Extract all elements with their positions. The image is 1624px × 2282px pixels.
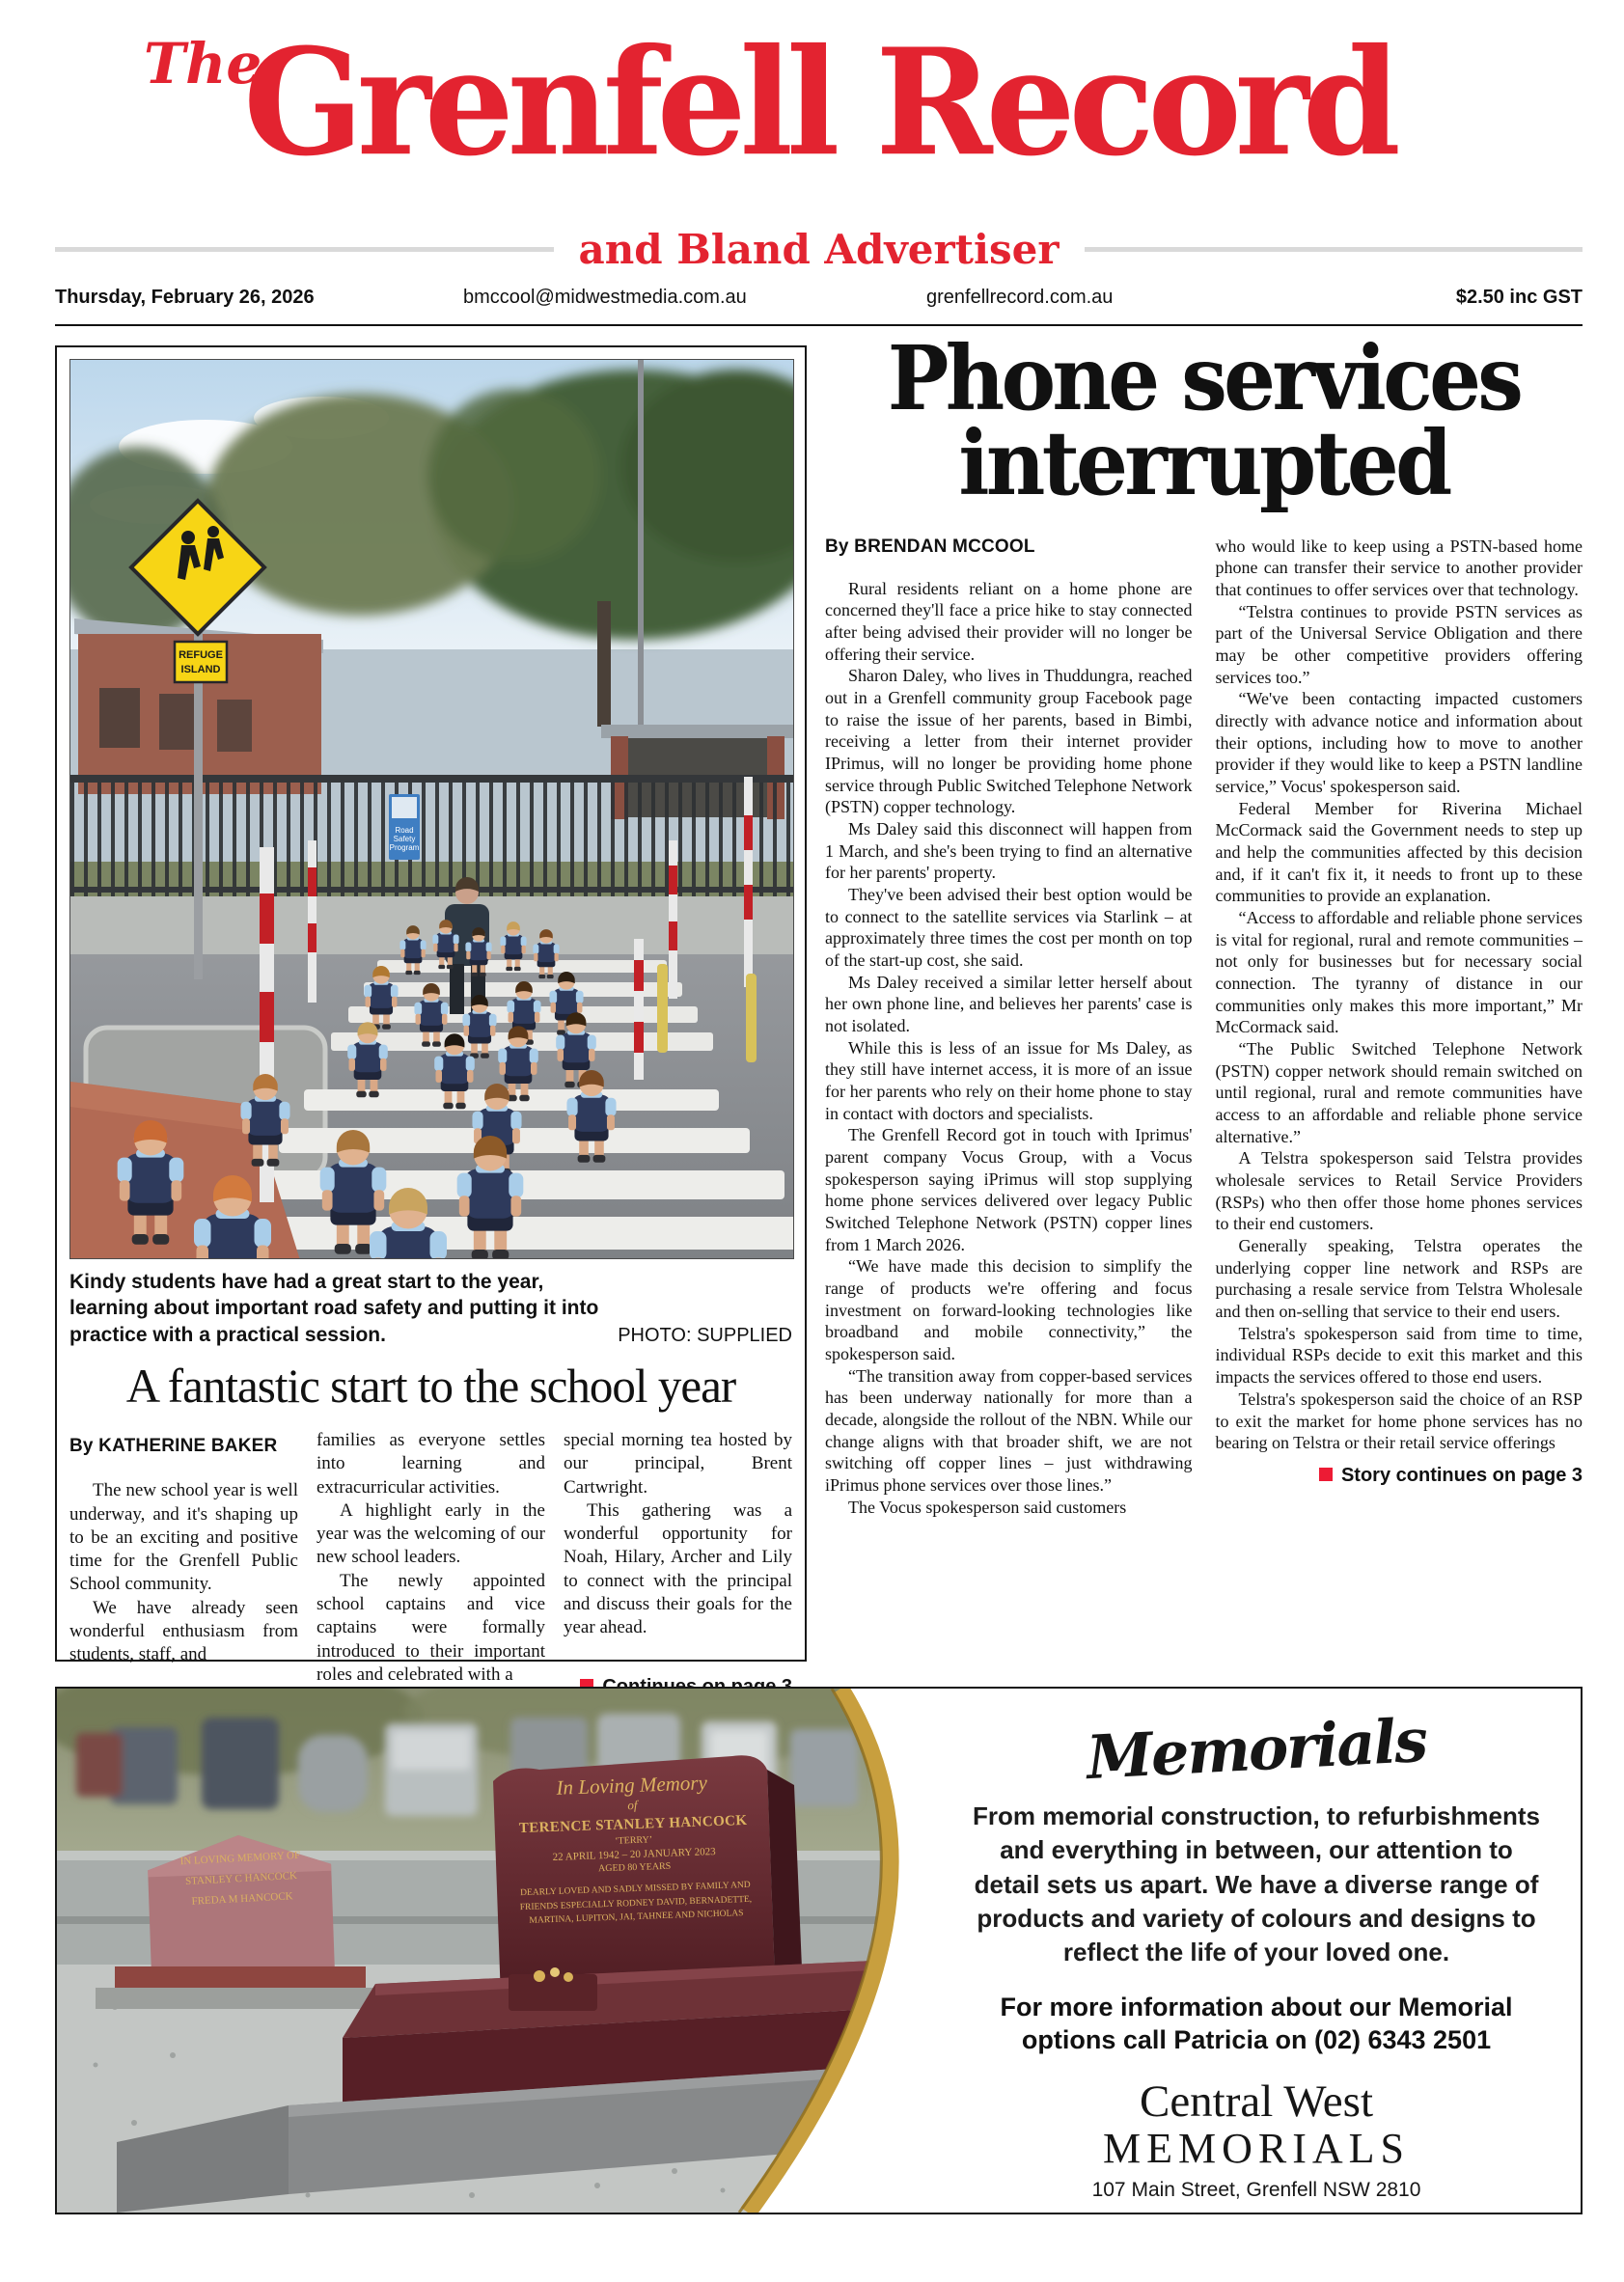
issue-date: Thursday, February 26, 2026 (55, 287, 315, 308)
main-headstone-inscription (509, 1770, 757, 1930)
advertiser-address: 107 Main Street, Grenfell NSW 2810 (1091, 2179, 1421, 2202)
inscription-of: of (627, 1797, 638, 1813)
lead-continues (1216, 1464, 1583, 1488)
paragraph: The Vocus spokesperson said customers (848, 1497, 1127, 1517)
school-byline: By KATHERINE BAKER (69, 1435, 278, 1456)
paragraph: They've been advised their best option would be to connect to the satellite services via Starlink – at approximately three times the cost per month on top of the start-up cost, she said. (825, 884, 1193, 970)
paragraph: Rural residents reliant on a home phone are concerned they'll face a price hike to stay connected after being advised their provider will no longer be offering their service. (825, 578, 1193, 664)
info-bar (55, 287, 1583, 316)
paragraph: Ms Daley received a similar letter herself about her own phone line, and believes her parents' case is not isolated. (825, 972, 1193, 1035)
website-url: grenfellrecord.com.au (926, 287, 1114, 308)
lead-continues-label: Story continues on page 3 (1340, 1464, 1583, 1486)
paragraph: Ms Daley said this disconnect will happen from 1 March, and she's been trying to find an alternative for her parents' property. (825, 818, 1193, 883)
paragraph: “We've been contacting impacted customers directly with advance notice and information about their options, including how to move to another provider if they would like to keep a PSTN landline service,” Vocus' spokesperson said. (1215, 689, 1583, 797)
paragraph: “We have made this decision to simplify the range of products we're offering and focus investment on forward-looking technologies like broadband and mobile connectivity,” the spokesperson said. (825, 1256, 1193, 1364)
paragraph: “Telstra continues to provide PSTN services as part of the Universal Service Obligation and there may be other competitive providers offering services too.” (1215, 601, 1583, 687)
paragraph: Generally speaking, Telstra operates the underlying copper line network and RSPs are purchasing a resale service from Telstra Wholesale and then on-selling that service to their end users. (1215, 1236, 1583, 1322)
svg-text:Safety: Safety (393, 835, 416, 843)
school-col-1 (69, 1429, 298, 1699)
ad-body-text: From memorial construction, to refurbishments and everything in between, our attention to detail sets us apart. We have a diverse range of products and variety of colours and designs to reflect the life of your loved one. (973, 1801, 1540, 1967)
paragraph: “Access to affordable and reliable phone services is vital for regional, rural and remote communities – not only for businesses but for necessary social connection. The tyranny of distance in our communities only makes this more important,” Mr McCormack said. (1215, 908, 1583, 1037)
paragraph: Telstra's spokesperson said the choice of an RSP to exit the market for home phone services has no bearing on Telstra or their retail service offerings (1215, 1388, 1583, 1453)
masthead-subtitle-row (55, 226, 1583, 273)
masthead-the: The (144, 31, 262, 96)
inscription-line: STANLEY C HANCOCK (184, 1869, 298, 1887)
paragraph: who would like to keep using a PSTN-based home phone can transfer their service to another provider that continues to offer services over that technology. (1215, 536, 1583, 599)
photo-caption (69, 1269, 792, 1348)
school-col-2 (317, 1429, 545, 1699)
masthead (55, 16, 1583, 291)
inscription-memory: In Loving Memory (556, 1771, 708, 1800)
lead-col-2 (1216, 536, 1583, 1519)
lead-story (825, 326, 1583, 1667)
contact-email: bmccool@midwestmedia.com.au (463, 287, 747, 308)
school-col-3 (564, 1429, 792, 1699)
masthead-subtitle: and Bland Advertiser (578, 226, 1060, 273)
red-square-icon (1319, 1468, 1333, 1481)
inscription-line: IN LOVING MEMORY OF (179, 1849, 301, 1868)
paragraph: The Grenfell Record got in touch with Iprimus' parent company Vocus Group, with a Vocus spokesperson saying iPrimus will stop supplying home phone services delivered over legacy Public Switched Telephone Network (PSTN) copper lines from 1 March 2026. (825, 1125, 1193, 1254)
cover-price: $2.50 inc GST (1455, 287, 1583, 308)
advertiser-name-line2: MEMORIALS (1102, 2125, 1411, 2173)
paragraph: Federal Member for Riverina Michael McCormack said the Government needs to step up and help the communities affected by this decision and, if it can't fix it, it needs to front up to these communities to provide an explanation. (1215, 798, 1583, 906)
paragraph: This gathering was a wonderful opportunity for Noah, Hilary, Archer and Lily to connect with the principal and discuss their goals for the year ahead. (564, 1499, 792, 1638)
inscription-tribute: DEARLY LOVED AND SADLY MISSED BY FAMILY AND FRIENDS ESPECIALLY RODNEY DAVID, BERNADETTE, MARTINA, LUPITON, JAI, TAHNEE AND NICHOLAS (519, 1880, 753, 1927)
svg-text:REFUGE: REFUGE (179, 649, 223, 661)
inscription-dates: 22 APRIL 1942 – 20 JANUARY 2023 (552, 1846, 716, 1863)
subtitle-rule-right (1085, 247, 1583, 252)
inscription-name: TERENCE STANLEY HANCOCK (518, 1812, 748, 1837)
paragraph: While this is less of an issue for Ms Daley, as they still have internet access, it is more of an issue for her parents who rely on their home phone to stay in contact with doctors and specialists. (825, 1037, 1193, 1123)
photo-credit: PHOTO: SUPPLIED (618, 1324, 792, 1346)
paragraph: A Telstra spokesperson said Telstra provides wholesale services to Retail Service Providers (RSPs) who then offer those home phones services to their end customers. (1215, 1148, 1583, 1234)
paragraph: A highlight early in the year was the welcoming of our new school leaders. (317, 1499, 545, 1568)
svg-text:Program: Program (389, 843, 420, 852)
svg-text:ISLAND: ISLAND (180, 664, 221, 675)
paragraph: families as everyone settles into learning and extracurricular activities. (317, 1429, 545, 1498)
left-headstone-inscription (148, 1844, 334, 1914)
inscription-line: FREDA M HANCOCK (191, 1890, 293, 1908)
kids-crossing-photo (69, 359, 794, 1259)
paragraph: The newly appointed school captains and vice captains were formally introduced to their important roles and celebrated with a (317, 1570, 545, 1686)
lead-headline: Phone services interrupted (887, 326, 1521, 516)
ad-copy (930, 1689, 1583, 2213)
inscription-nickname: ‘TERRY’ (615, 1834, 653, 1847)
caption-text: Kindy students have had a great start to the year, learning about important road safety and putting it into practice with a practical session. (69, 1271, 599, 1346)
paragraph: special morning tea hosted by our principal, Brent Cartwright. (564, 1429, 792, 1498)
paragraph: Sharon Daley, who lives in Thuddungra, reached out in a Grenfell community group Facebook page to raise the issue of her parents, based in Bimbi, receiving a letter from their internet provider IPrimus, will no longer be providing home phone service through Public Switched Telephone Network (PSTN) copper technology. (825, 666, 1193, 817)
cemetery-photo (57, 1689, 930, 2213)
school-fence (70, 775, 794, 896)
road-safety-sign (389, 794, 420, 860)
paragraph: The new school year is well underway, and it's shaping up to be an exciting and positive time for the Grenfell Public School community. (69, 1480, 298, 1595)
inscription-aged: AGED 80 YEARS (597, 1860, 672, 1875)
memorials-advertisement (55, 1687, 1583, 2214)
subtitle-rule-left (55, 247, 554, 252)
footpath (70, 896, 794, 954)
lead-columns (825, 536, 1583, 1519)
advertiser-name-line1: Central West (1139, 2076, 1374, 2128)
svg-text:Road: Road (395, 826, 414, 835)
paragraph: We have already seen wonderful enthusiasm from students, staff, and (69, 1597, 298, 1665)
paragraph: “The Public Switched Telephone Network (PSTN) copper network should remain switched on until regional, rural and remote communities have access to an affordable and reliable phone service alternative.” (1215, 1039, 1583, 1146)
school-story-columns (69, 1429, 792, 1699)
lead-col-1 (825, 536, 1193, 1519)
ad-cta-text: For more information about our Memorial options call Patricia on (02) 6343 2501 (1000, 1992, 1513, 2054)
school-story-box (55, 345, 807, 1686)
school-story-headline: A fantastic start to the school year (125, 1358, 736, 1413)
page-title: Grenfell Record (243, 16, 1394, 189)
paragraph: Telstra's spokesperson said from time to time, individual RSPs decide to exit this market and this impacts the services offered to those end users. (1215, 1323, 1583, 1388)
ad-title: Memorials (1085, 1704, 1428, 1794)
paragraph: “The transition away from copper-based services has been underway nationally for more than a decade, alongside the rollout of the NBN. While our change aligns with that broader shift, we are not switching off copper lines – just withdrawing iPrimus phone services over those lines.” (825, 1365, 1193, 1496)
lead-byline: By BRENDAN MCCOOL (825, 536, 1035, 557)
